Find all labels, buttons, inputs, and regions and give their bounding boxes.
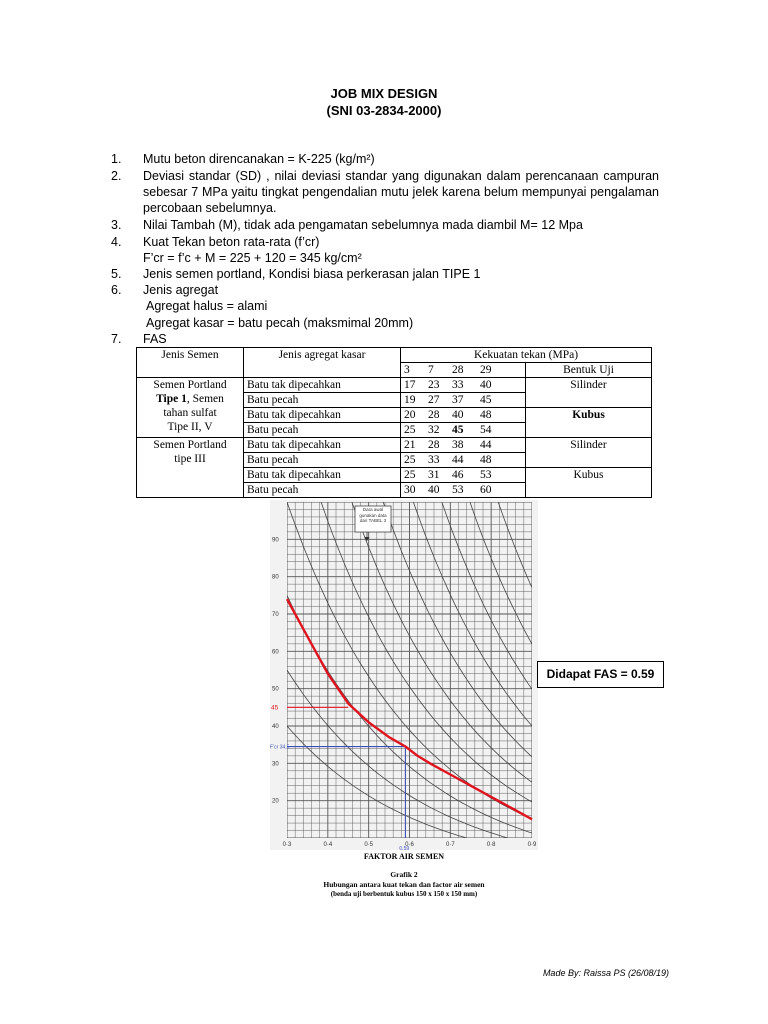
value: 53 [480, 469, 492, 481]
value: 40 [480, 379, 492, 391]
agg-cell: Batu tak dipecahkan [244, 408, 401, 423]
header-jenis-agregat: Jenis agregat kasar [244, 348, 401, 378]
agg-cell: Batu pecah [244, 393, 401, 408]
item-6-text: Jenis agregat [143, 283, 219, 297]
strength-cell [401, 378, 526, 393]
bentuk-uji-cell: Silinder [526, 378, 652, 408]
value: 21 [404, 439, 416, 451]
item-5-text: Jenis semen portland, Kondisi biasa perkerasan jalan TIPE 1 [143, 267, 481, 281]
marker-45-label: 45 [271, 704, 279, 712]
value: 48 [480, 409, 492, 421]
cement-group-1 [137, 378, 244, 438]
marker-fcr-label: F’cr 34,5 [270, 744, 290, 751]
fas-chart-svg [270, 500, 538, 850]
x-tick-label: 0·3 [282, 842, 292, 848]
cement-group-2-line-2: tipe III [174, 453, 206, 465]
value: 25 [404, 469, 416, 481]
x-tick-label: 0·4 [323, 842, 333, 848]
item-3-text: Nilai Tambah (M), tidak ada pengamatan sebelumnya mada diambil M= 12 Mpa [143, 218, 583, 232]
chart-background [270, 500, 538, 850]
item-4-text: Kuat Tekan beton rata-rata (f’cr) [143, 235, 320, 249]
y-tick-label: 60 [272, 649, 279, 656]
cement-group-1-line-3: tahan sulfat [163, 407, 217, 419]
value: 32 [428, 424, 440, 436]
chart-caption-1: Grafik 2 [390, 870, 418, 879]
value: 20 [404, 409, 416, 421]
strength-cell [401, 393, 526, 408]
agg-cell: Batu tak dipecahkan [244, 438, 401, 453]
value: 53 [452, 484, 464, 496]
y-tick-label: 40 [272, 724, 279, 730]
strength-cell [401, 408, 526, 423]
agg-cell: Batu tak dipecahkan [244, 378, 401, 393]
value: 30 [404, 484, 416, 496]
value: 60 [480, 484, 492, 496]
cement-group-1-line-2: , Semen [186, 393, 224, 405]
y-tick-label: 20 [272, 798, 279, 805]
value: 28 [428, 439, 440, 451]
bentuk-uji-cell: Silinder [526, 438, 652, 468]
item-6-fine-aggregate: Agregat halus = alami [146, 299, 268, 313]
value-highlight: 45 [452, 424, 464, 436]
cement-group-1-line-1: Semen Portland [153, 379, 227, 391]
fas-result-box: Didapat FAS = 0.59 [537, 661, 664, 688]
chart-caption-2: Hubungan antara kuat tekan dan factor air semen [323, 880, 485, 889]
fas-chart [270, 500, 538, 850]
strength-cell [401, 438, 526, 453]
item-6-number: 6. [111, 283, 122, 297]
item-7-number: 7. [111, 332, 122, 346]
value: 44 [480, 439, 492, 451]
value: 46 [452, 469, 464, 481]
doc-title: JOB MIX DESIGN [330, 86, 438, 101]
y-tick-label: 80 [272, 574, 279, 581]
strength-cell [401, 468, 526, 483]
header-day-28: 28 [452, 364, 464, 376]
value: 45 [480, 394, 492, 406]
header-jenis-semen: Jenis Semen [137, 348, 244, 378]
header-day-7: 7 [428, 364, 434, 376]
item-2-number: 2. [111, 169, 122, 183]
value: 27 [428, 394, 440, 406]
annotation-text: Dara awal gunakan data dari TABEL 3 [359, 507, 387, 523]
y-tick-label: 50 [272, 686, 279, 693]
header-bentuk-uji: Bentuk Uji [526, 363, 652, 378]
value: 33 [428, 454, 440, 466]
agg-cell: Batu tak dipecahkan [244, 468, 401, 483]
value: 25 [404, 454, 416, 466]
cement-group-2 [137, 438, 244, 498]
agg-cell: Batu pecah [244, 453, 401, 468]
value: 23 [428, 379, 440, 391]
x-tick-label: 0·6 [405, 842, 414, 848]
item-1-number: 1. [111, 152, 122, 166]
x-tick-label: 0·8 [486, 842, 496, 848]
value: 28 [428, 409, 440, 421]
strength-cell [401, 423, 526, 438]
header-day-3: 3 [404, 364, 410, 376]
footer-credit: Made By: Raissa PS (26/08/19) [542, 968, 669, 978]
x-tick-label: 0·5 [364, 842, 374, 848]
table-row [137, 378, 652, 393]
header-day-29: 29 [480, 364, 492, 376]
strength-cell [401, 453, 526, 468]
value: 54 [480, 424, 492, 436]
item-6-coarse-aggregate: Agregat kasar = batu pecah (maksmimal 20mm) [146, 316, 414, 330]
header-kekuatan-tekan: Kekuatan tekan (MPa) [401, 348, 652, 363]
value: 38 [452, 439, 464, 451]
item-7-text: FAS [143, 332, 167, 346]
value: 31 [428, 469, 440, 481]
value: 48 [480, 454, 492, 466]
table-header-row [137, 348, 652, 363]
y-tick-label: 70 [272, 612, 279, 618]
item-5-number: 5. [111, 267, 122, 281]
cement-group-2-line-1: Semen Portland [153, 439, 227, 451]
item-2-text: Deviasi standar (SD) , nilai deviasi standar yang digunakan dalam perencanaan campuran sebesar 7 MPa yaitu tingkat pengendalian mutu jelek karena belum mempunyai pengalaman percobaan sebelumnya. [143, 169, 659, 215]
strength-cell [401, 483, 526, 498]
chart-xlabel: FAKTOR AIR SEMEN [363, 852, 445, 861]
item-4-number: 4. [111, 235, 122, 249]
bentuk-uji-cell: Kubus [526, 468, 652, 498]
value: 44 [452, 454, 464, 466]
value: 37 [452, 394, 464, 406]
chart-caption-3: (benda uji berbentuk kubus 150 x 150 x 150 mm) [330, 890, 478, 898]
value: 33 [452, 379, 464, 391]
marker-059-label: 0,59 [399, 846, 410, 850]
fas-table [136, 347, 652, 498]
y-tick-label: 30 [272, 761, 279, 768]
item-3-number: 3. [111, 218, 122, 232]
value: 17 [404, 379, 416, 391]
bentuk-uji-cell: Kubus [526, 408, 652, 438]
cement-group-1-line-4: Tipe II, V [167, 421, 213, 433]
header-days [401, 363, 526, 378]
table-row [137, 438, 652, 453]
agg-cell: Batu pecah [244, 483, 401, 498]
annotation-text-holder [356, 507, 390, 533]
value: 40 [428, 484, 440, 496]
item-4-formula: F’cr = f’c + M = 225 + 120 = 345 kg/cm² [143, 251, 362, 265]
cement-group-1-type: Tipe 1 [156, 393, 187, 405]
x-tick-label: 0·7 [445, 842, 455, 848]
x-tick-label: 0·9 [527, 842, 537, 848]
value: 25 [404, 424, 416, 436]
item-1-text: Mutu beton direncanakan = K-225 (kg/m²) [143, 152, 375, 166]
doc-subtitle: (SNI 03-2834-2000) [326, 103, 442, 118]
y-tick-label: 90 [272, 537, 279, 544]
value: 19 [404, 394, 416, 406]
agg-cell: Batu pecah [244, 423, 401, 438]
value: 40 [452, 409, 464, 421]
